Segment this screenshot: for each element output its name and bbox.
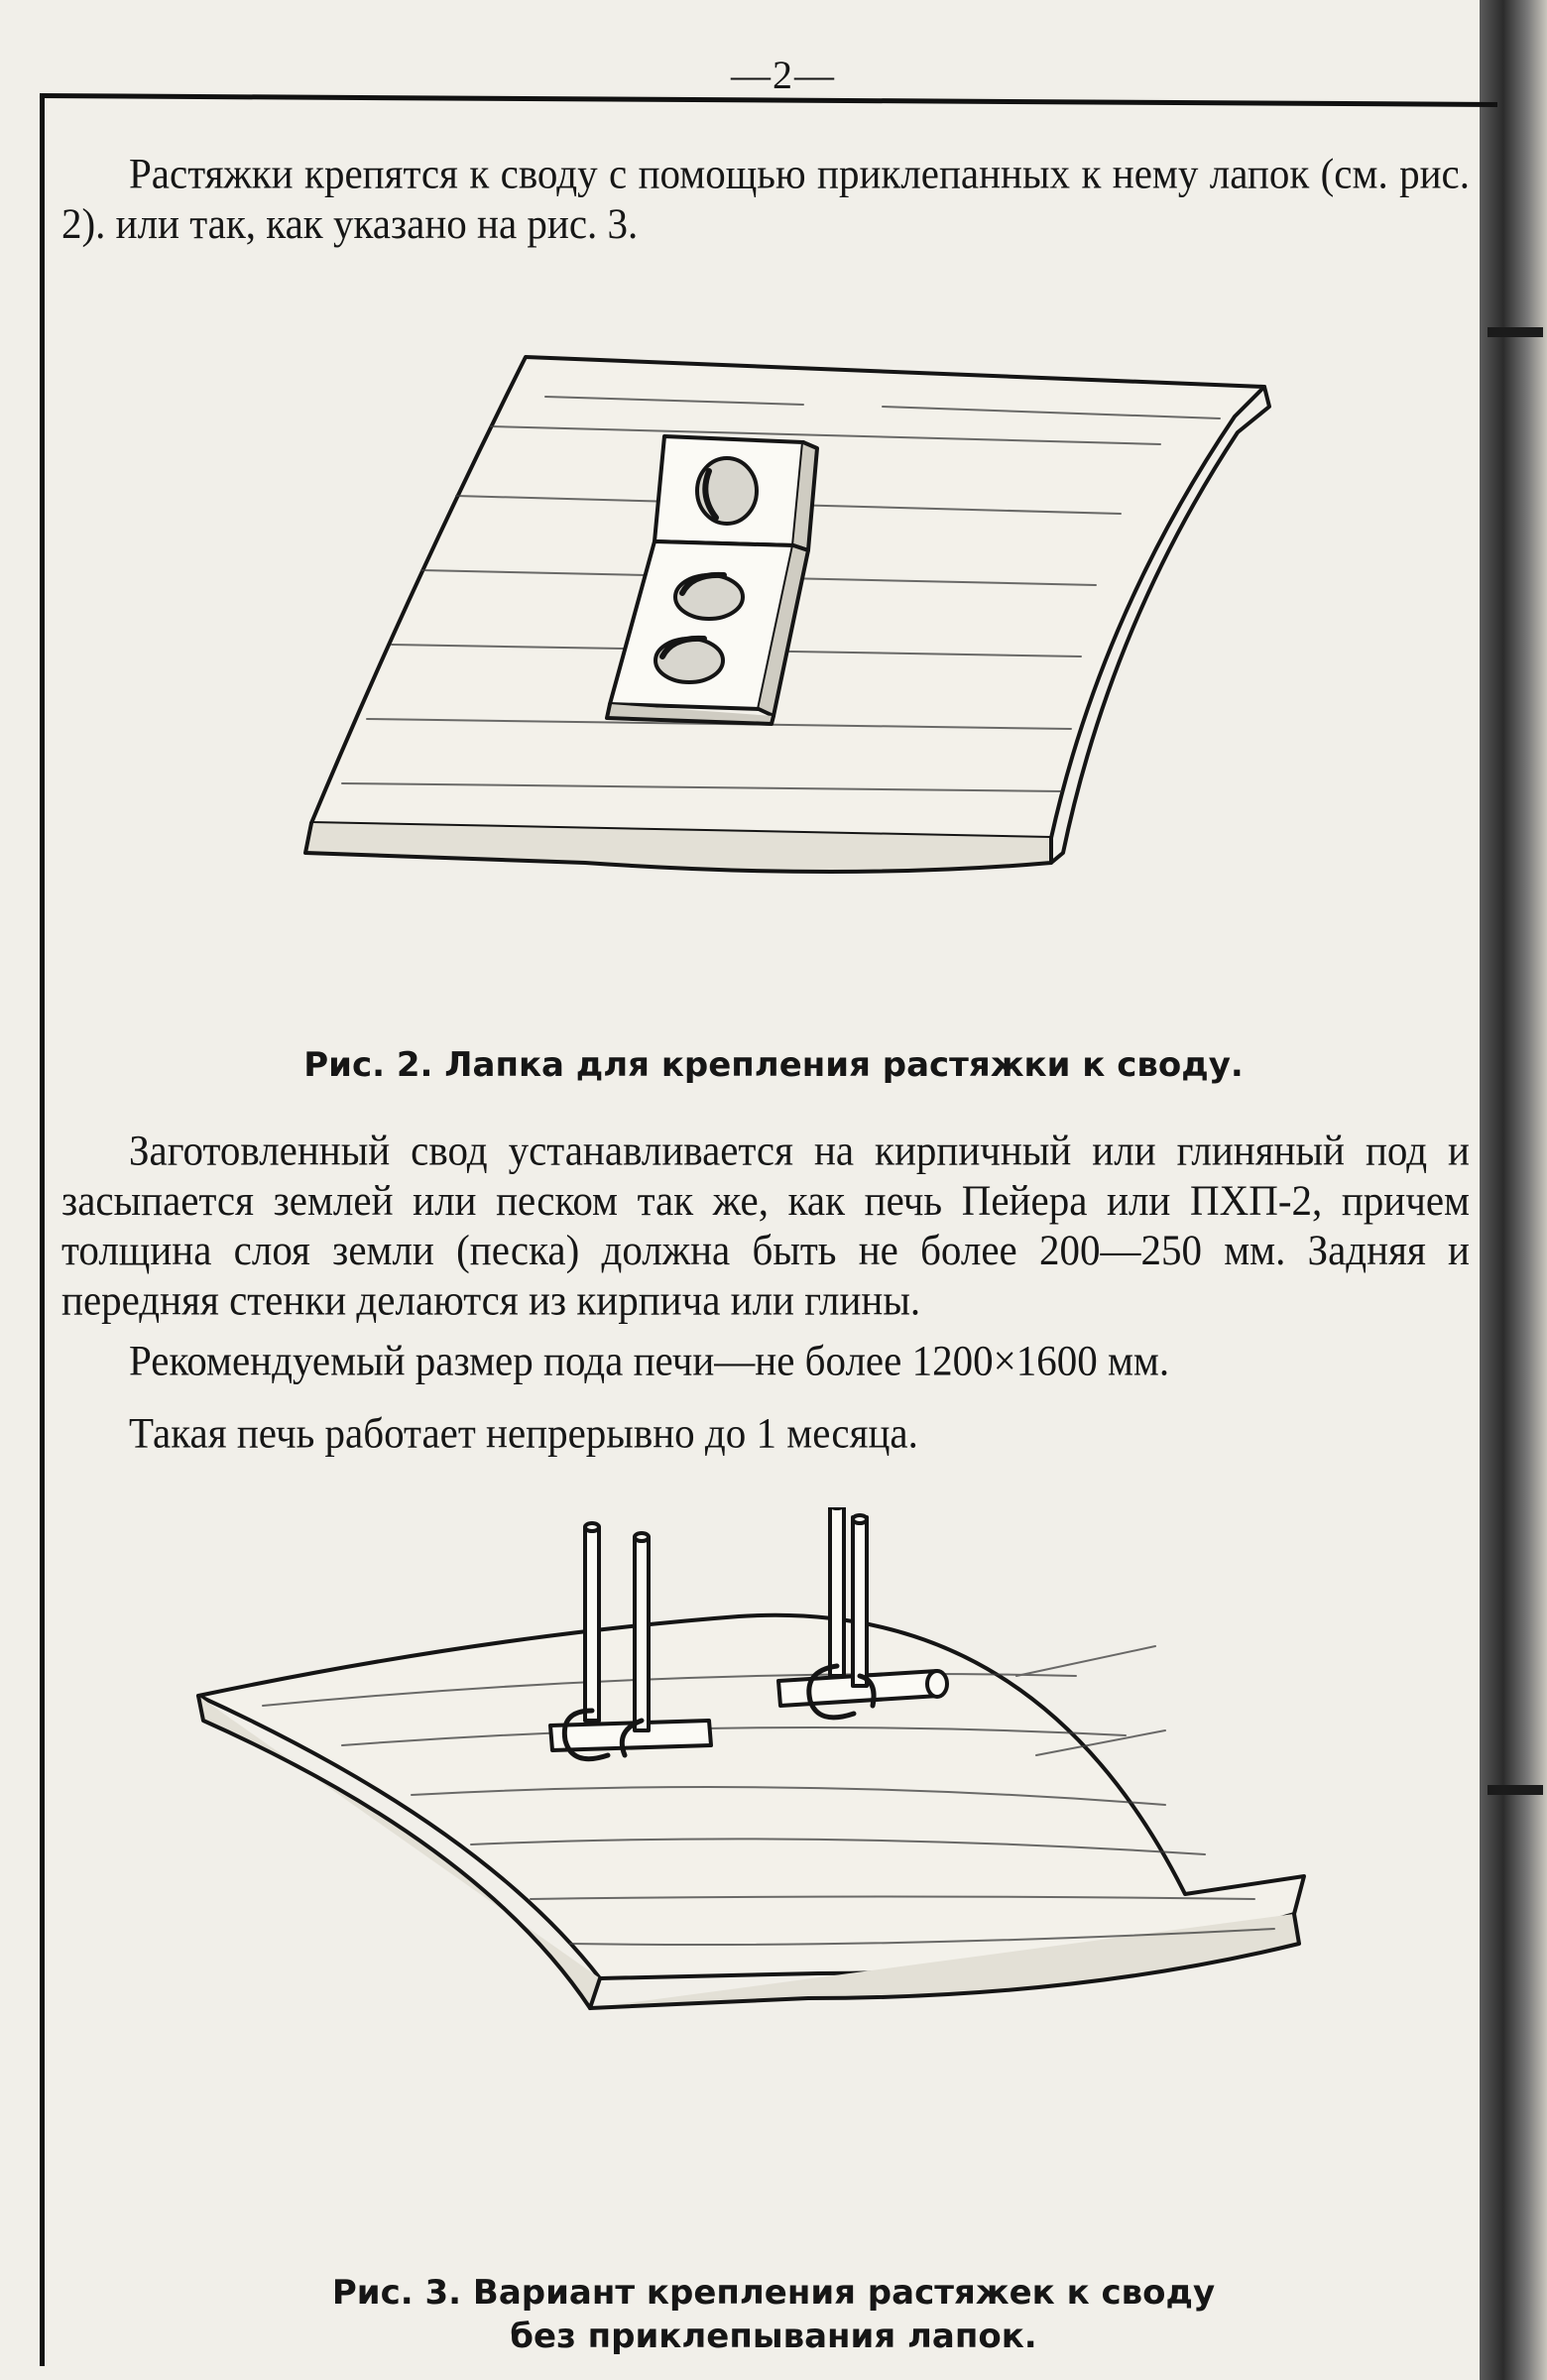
- paragraph-operation-time: Такая печь работает непрерывно до 1 месяца.: [129, 1408, 918, 1458]
- page-number: —2—: [731, 53, 836, 97]
- figure-3-caption-line-1: Рис. 3. Вариант крепления растяжек к своду: [331, 2273, 1216, 2313]
- left-margin-rule: [40, 95, 45, 2366]
- figure-3-caption-line-2: без приклепывания лапок.: [510, 2317, 1037, 2356]
- figure-2-illustration: [288, 337, 1299, 892]
- paragraph-hearth-size: Рекомендуемый размер пода печи—не более 1200×1600 мм.: [129, 1336, 1170, 1385]
- paragraph-vault-installation: Заготовленный свод устанавливается на кирпичный или глиняный под и засыпается землей или песком так же, как печь Пейера или ПХП-2, причем толщина слоя земли (песка) должна быть не более 200—250 мм. Задняя и передняя стенки делаются из кирпича или глины.: [61, 1126, 1470, 1325]
- spine-mark: [1488, 327, 1543, 337]
- paragraph-intro: Растяжки крепятся к своду с помощью приклепанных к нему лапок (см. рис. 2). или так, как указано на рис. 3.: [61, 149, 1470, 248]
- spine-mark: [1488, 1785, 1543, 1795]
- figure-3-illustration: [183, 1507, 1354, 2063]
- figure-2-caption: Рис. 2. Лапка для крепления растяжки к своду.: [303, 1045, 1244, 1085]
- book-spine-shadow: [1480, 0, 1547, 2380]
